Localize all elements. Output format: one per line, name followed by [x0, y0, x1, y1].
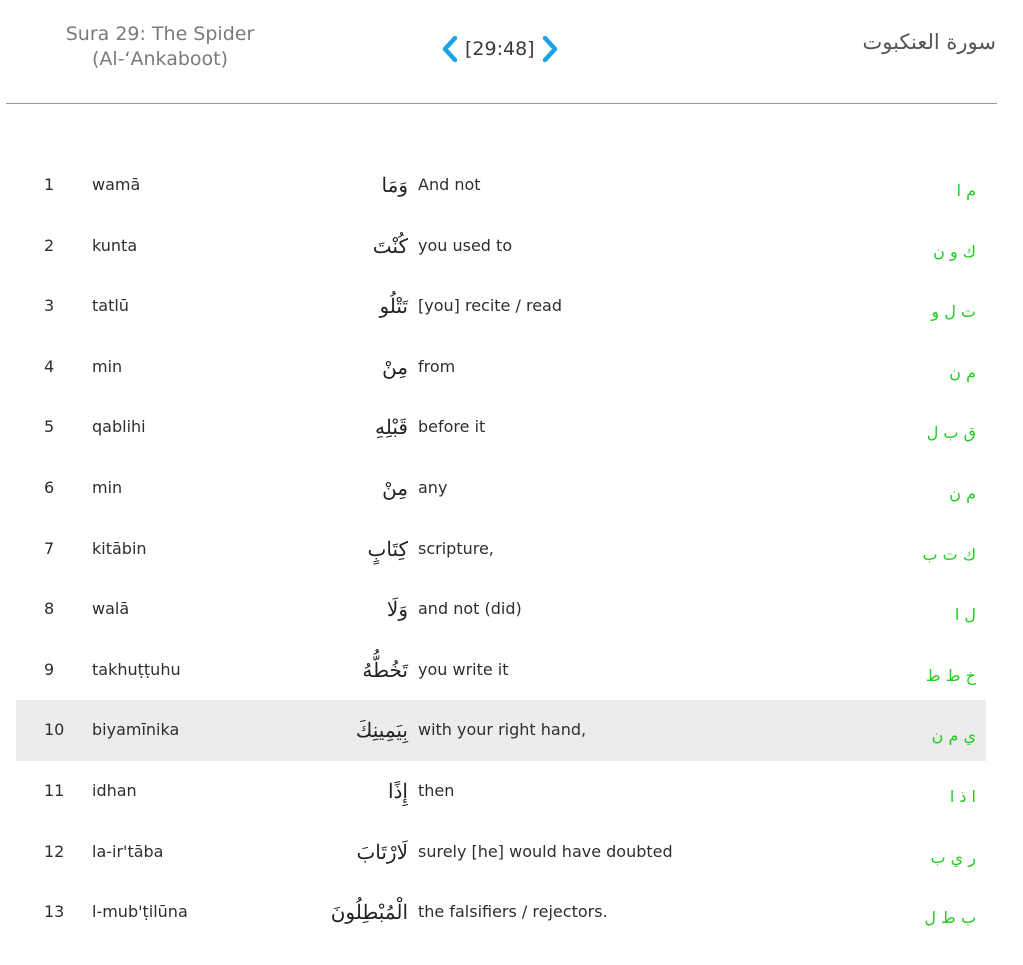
- word-row[interactable]: [16, 397, 986, 458]
- word-number: 6: [44, 477, 55, 497]
- sura-title: [40, 22, 280, 72]
- verse-navigation: [438, 33, 562, 65]
- word-arabic: الْمُبْطِلُونَ: [330, 900, 408, 925]
- word-number: 9: [44, 659, 55, 679]
- word-transliteration: kitābin: [92, 538, 147, 558]
- word-translation: before it: [418, 417, 486, 437]
- word-arabic: مِنْ: [382, 475, 408, 500]
- word-transliteration: la-ir'tāba: [92, 841, 164, 861]
- word-number: 8: [44, 599, 55, 619]
- sura-arabic-title: سورة العنكبوت: [862, 30, 996, 54]
- word-row[interactable]: [16, 822, 986, 883]
- word-translation: [you] recite / read: [418, 296, 562, 316]
- verse-reference: [29:48]: [465, 38, 535, 60]
- word-transliteration: min: [92, 356, 123, 376]
- header-divider: [6, 103, 997, 104]
- word-transliteration: biyamīnika: [92, 720, 180, 740]
- word-transliteration: min: [92, 477, 123, 497]
- word-number: 2: [44, 235, 55, 255]
- chevron-right-icon: [542, 36, 558, 62]
- word-row[interactable]: [16, 458, 986, 519]
- word-transliteration: qablihi: [92, 417, 146, 437]
- word-row[interactable]: [16, 337, 986, 398]
- word-translation: And not: [418, 175, 481, 194]
- word-number: 10: [44, 720, 65, 740]
- word-number: 5: [44, 417, 55, 437]
- chevron-left-icon: [442, 36, 458, 62]
- word-transliteration: takhuṭṭuhu: [92, 659, 181, 679]
- word-number: 1: [44, 175, 55, 194]
- word-row[interactable]: [16, 519, 986, 580]
- word-number: 4: [44, 356, 55, 376]
- word-row[interactable]: [16, 276, 986, 337]
- word-row[interactable]: [16, 216, 986, 277]
- word-root-letters: ا ذ ا: [949, 786, 976, 806]
- word-root-letters: م ن: [949, 483, 976, 503]
- word-translation: surely [he] would have doubted: [418, 841, 673, 861]
- word-translation: and not (did): [418, 599, 522, 619]
- word-arabic: تَتْلُو: [379, 294, 408, 319]
- word-row[interactable]: [16, 700, 986, 761]
- next-verse-button[interactable]: [538, 33, 562, 65]
- word-row[interactable]: [16, 761, 986, 822]
- word-arabic: وَمَا: [381, 173, 408, 197]
- word-root-letters: ق ب ل: [926, 423, 976, 443]
- word-number: 3: [44, 296, 55, 316]
- word-translation: from: [418, 356, 456, 376]
- word-root-letters: ب ط ل: [924, 908, 976, 928]
- word-root-letters: ك و ن: [933, 241, 976, 261]
- word-arabic: قَبْلِهِ: [375, 415, 408, 440]
- word-root-letters: م ن: [949, 362, 976, 382]
- sura-title-name: Sura 29: The Spider: [65, 23, 255, 45]
- word-row[interactable]: [16, 640, 986, 701]
- word-root-letters: ك ت ب: [922, 544, 976, 564]
- word-root-letters: ل ا: [954, 605, 976, 625]
- word-number: 11: [44, 780, 65, 800]
- word-transliteration: idhan: [92, 780, 137, 800]
- word-translation: any: [418, 477, 448, 497]
- word-arabic: لَارْتَابَ: [356, 839, 408, 864]
- word-root-letters: ت ل و: [931, 302, 976, 322]
- word-translation: you used to: [418, 235, 513, 255]
- word-row[interactable]: [16, 882, 986, 943]
- word-arabic: تَخُطُّهُ: [362, 657, 408, 682]
- word-arabic: إِذًا: [387, 778, 408, 803]
- word-translation: you write it: [418, 659, 509, 679]
- word-root-letters: خ ط ط: [925, 665, 976, 685]
- word-translation: with your right hand,: [418, 720, 587, 740]
- word-root-letters: ي م ن: [931, 726, 976, 746]
- word-number: 13: [44, 902, 65, 922]
- word-translation: the falsifiers / rejectors.: [418, 902, 608, 922]
- word-by-word-table: [16, 155, 986, 943]
- word-arabic: كُنْتَ: [372, 233, 408, 258]
- word-number: 12: [44, 841, 65, 861]
- word-row[interactable]: [16, 155, 986, 216]
- previous-verse-button[interactable]: [438, 33, 462, 65]
- word-arabic: كِتَابٍ: [367, 536, 408, 561]
- word-root-letters: ر ي ب: [930, 847, 976, 867]
- word-transliteration: kunta: [92, 235, 138, 255]
- word-arabic: وَلَا: [386, 597, 408, 622]
- word-transliteration: walā: [92, 599, 130, 619]
- word-root-letters: م ا: [956, 181, 976, 200]
- word-number: 7: [44, 538, 55, 558]
- page-header: [0, 0, 1023, 104]
- word-transliteration: l-mub'ṭilūna: [92, 902, 188, 922]
- word-row[interactable]: [16, 579, 986, 640]
- sura-title-transliteration: (Al-‘Ankaboot): [91, 48, 229, 70]
- word-translation: then: [418, 780, 455, 800]
- word-transliteration: tatlū: [92, 296, 129, 316]
- word-arabic: مِنْ: [382, 354, 408, 379]
- word-transliteration: wamā: [92, 175, 141, 194]
- word-translation: scripture,: [418, 538, 494, 558]
- word-arabic: بِيَمِينِكَ: [355, 718, 408, 743]
